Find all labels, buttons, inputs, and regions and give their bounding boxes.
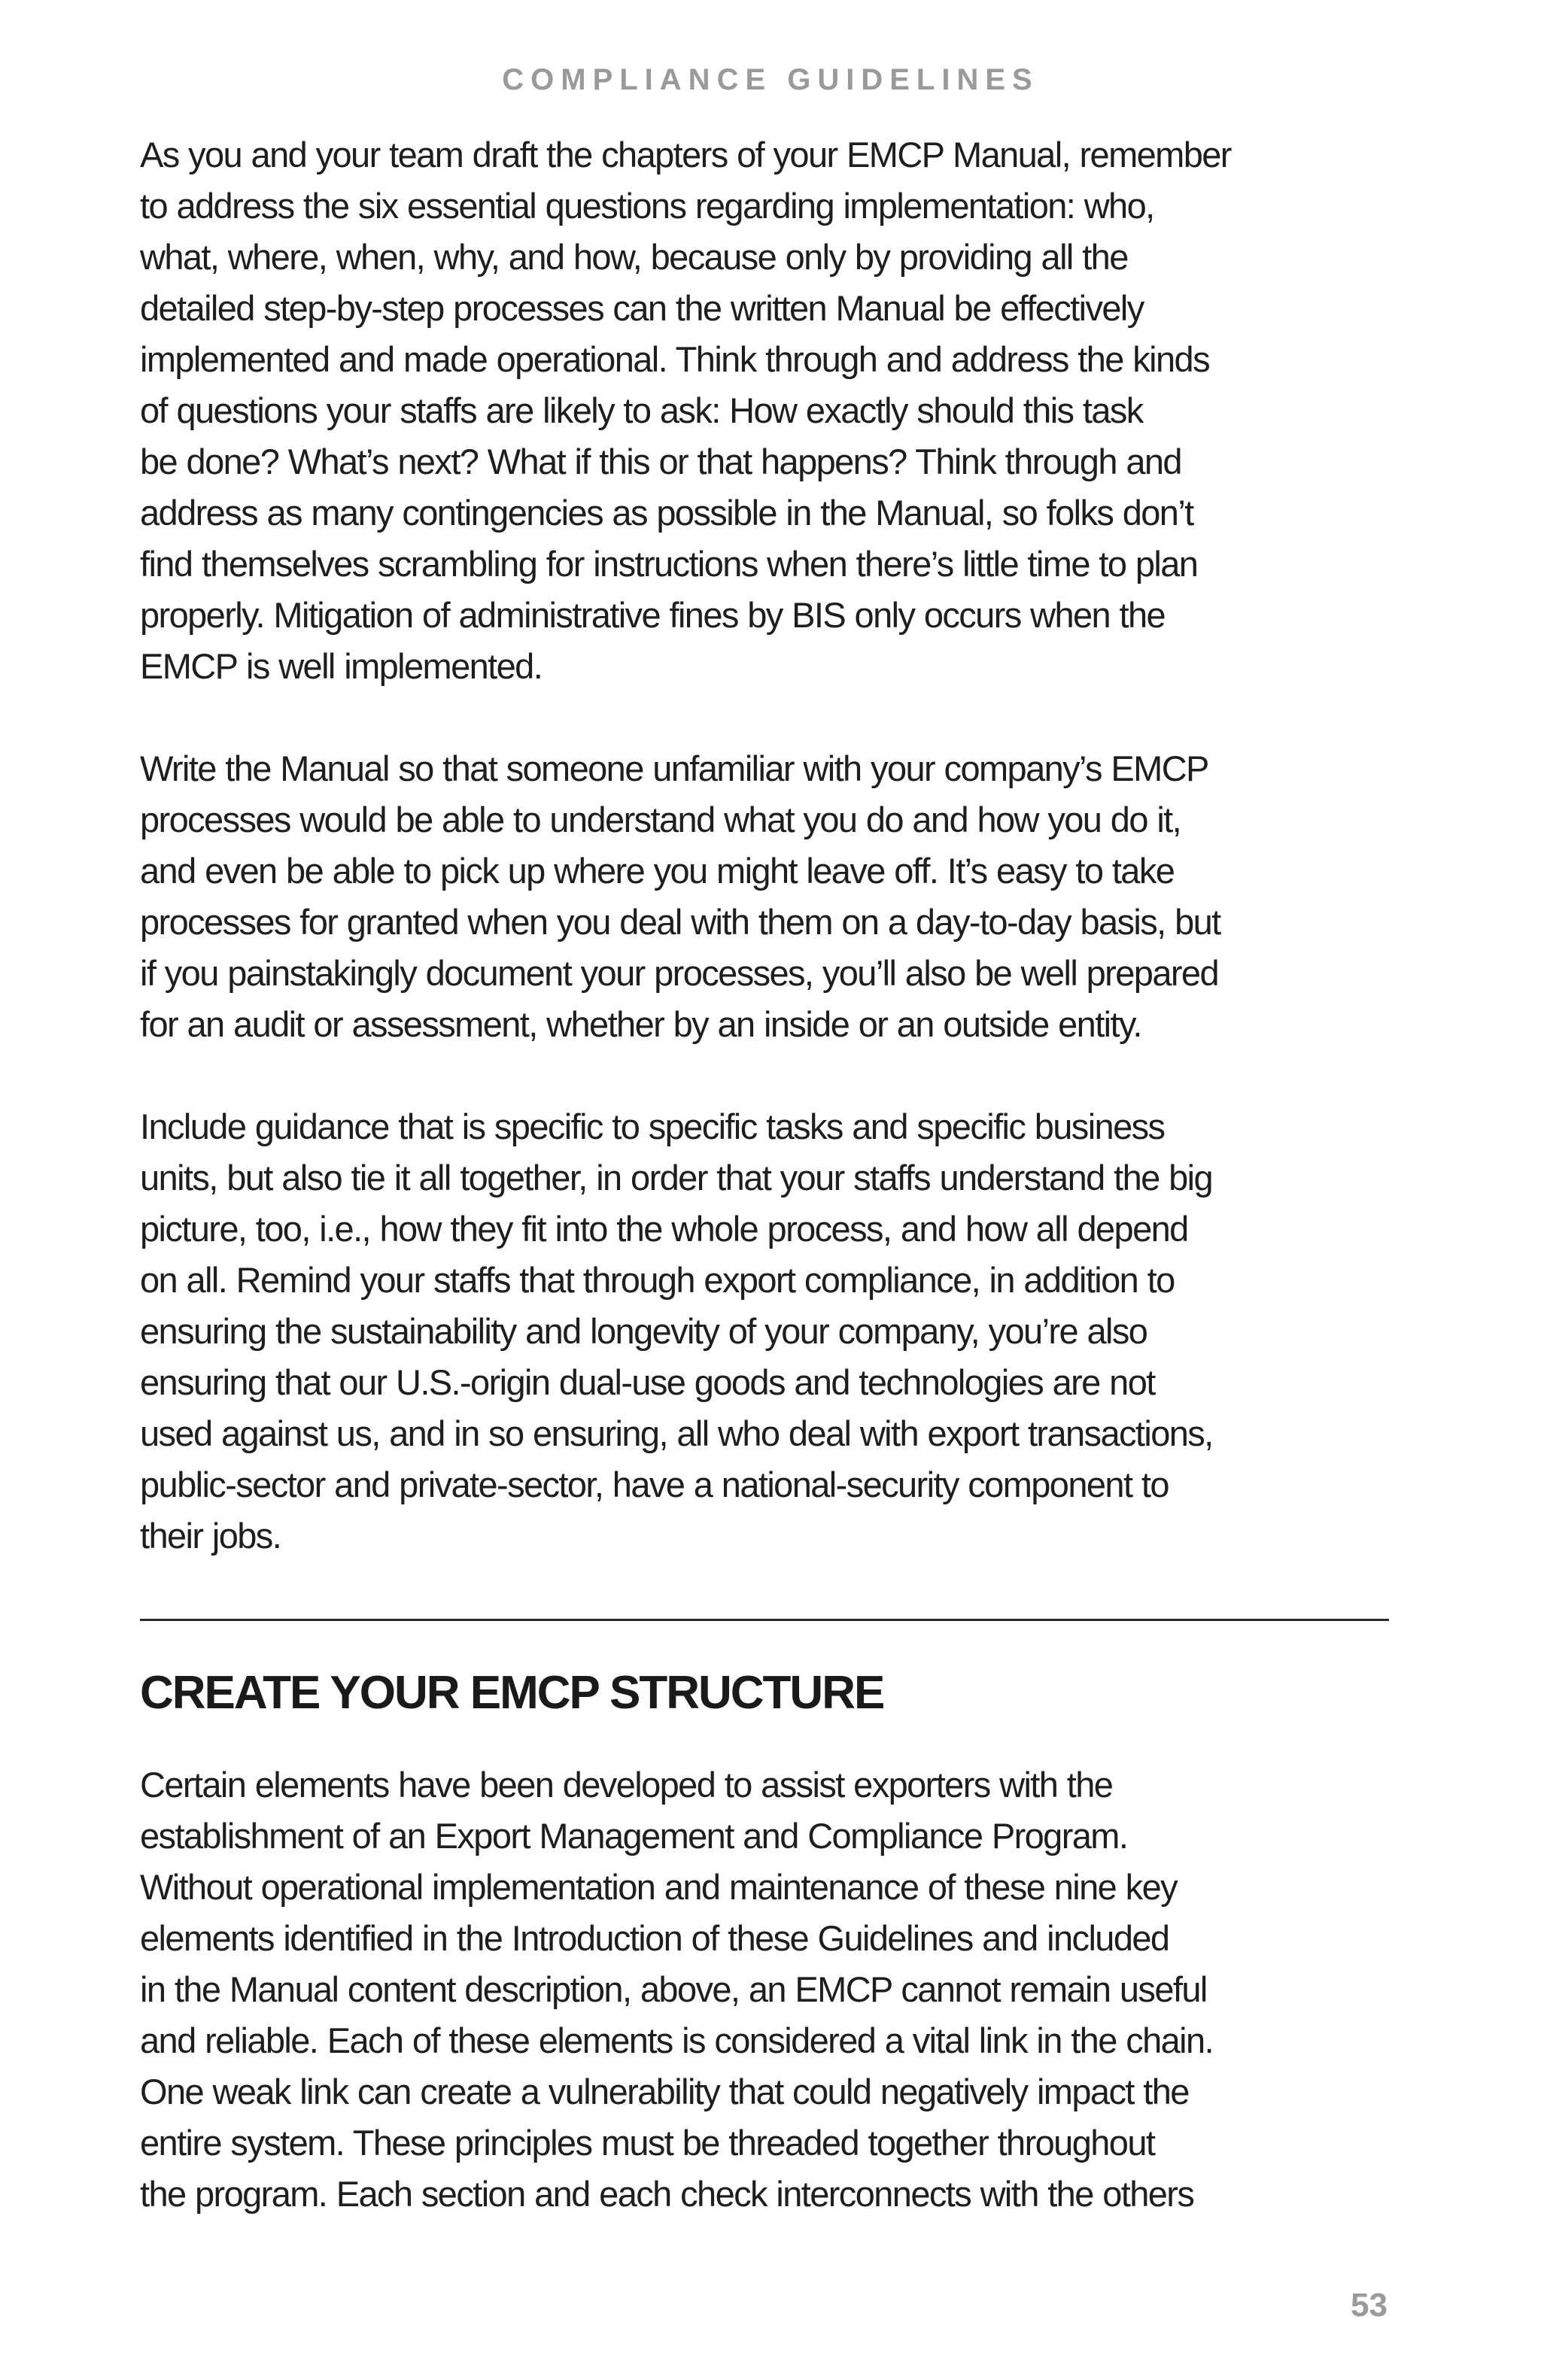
text-line: units, but also tie it all together, in order that your staffs understand the big [140,1158,1213,1198]
section-divider [140,1619,1389,1621]
text-line: Write the Manual so that someone unfamiliar with your company’s EMCP [140,748,1208,788]
text-line: establishment of an Export Management and Compliance Program. [140,1816,1128,1856]
running-head: COMPLIANCE GUIDELINES [502,63,1039,96]
text-line: on all. Remind your staffs that through export compliance, in addition to [140,1260,1175,1300]
text-line: for an audit or assessment, whether by an inside or an outside entity. [140,1004,1141,1044]
text-line: if you painstakingly document your processes, you’ll also be well prepared [140,953,1218,993]
text-line: in the Manual content description, above, an EMCP cannot remain useful [140,1969,1207,2009]
paragraph-gap [140,1050,1397,1101]
text-line: detailed step-by-step processes can the written Manual be effectively [140,288,1144,328]
section-paragraph [140,1759,1397,2220]
text-line: EMCP is well implemented. [140,646,543,686]
section-heading: CREATE YOUR EMCP STRUCTURE [140,1667,884,1719]
text-line: properly. Mitigation of administrative fines by BIS only occurs when the [140,595,1166,635]
text-line: entire system. These principles must be threaded together throughout [140,2123,1155,2163]
text-line: ensuring the sustainability and longevity of your company, you’re also [140,1311,1147,1351]
text-line: Certain elements have been developed to assist exporters with the [140,1765,1113,1805]
text-line: picture, too, i.e., how they fit into the whole process, and how all depend [140,1209,1188,1249]
text-line: implemented and made operational. Think through and address the kinds [140,339,1209,379]
text-line: Include guidance that is specific to specific tasks and specific business [140,1107,1165,1146]
body-paragraph [140,129,1397,692]
body-paragraph [140,743,1397,1050]
text-line: processes for granted when you deal with them on a day-to-day basis, but [140,902,1220,942]
paragraph-gap [140,692,1397,743]
text-line: find themselves scrambling for instructions when there’s little time to plan [140,544,1198,584]
text-line: used against us, and in so ensuring, all who deal with export transactions, [140,1413,1213,1453]
text-line: and even be able to pick up where you might leave off. It’s easy to take [140,851,1175,891]
text-line: public-sector and private-sector, have a national-security component to [140,1465,1169,1504]
text-line: address as many contingencies as possible in the Manual, so folks don’t [140,493,1193,533]
text-line: processes would be able to understand what you do and how you do it, [140,800,1181,839]
text-line: be done? What’s next? What if this or that happens? Think through and [140,442,1181,481]
text-line: of questions your staffs are likely to ask: How exactly should this task [140,390,1143,430]
body-paragraph [140,1101,1397,1562]
text-line: Without operational implementation and maintenance of these nine key [140,1867,1178,1907]
text-line: their jobs. [140,1516,281,1556]
text-line: ensuring that our U.S.-origin dual-use goods and technologies are not [140,1362,1155,1402]
text-line: what, where, when, why, and how, because only by providing all the [140,237,1128,277]
text-line: to address the six essential questions regarding implementation: who, [140,186,1154,226]
text-line: elements identified in the Introduction of these Guidelines and included [140,1918,1169,1958]
page-number: 53 [1351,2287,1388,2324]
text-line: the program. Each section and each check interconnects with the others [140,2174,1194,2214]
text-line: One weak link can create a vulnerability that could negatively impact the [140,2072,1189,2111]
page-content [140,129,1397,2220]
text-line: As you and your team draft the chapters of your EMCP Manual, remember [140,135,1231,175]
text-line: and reliable. Each of these elements is considered a vital link in the chain. [140,2020,1214,2060]
